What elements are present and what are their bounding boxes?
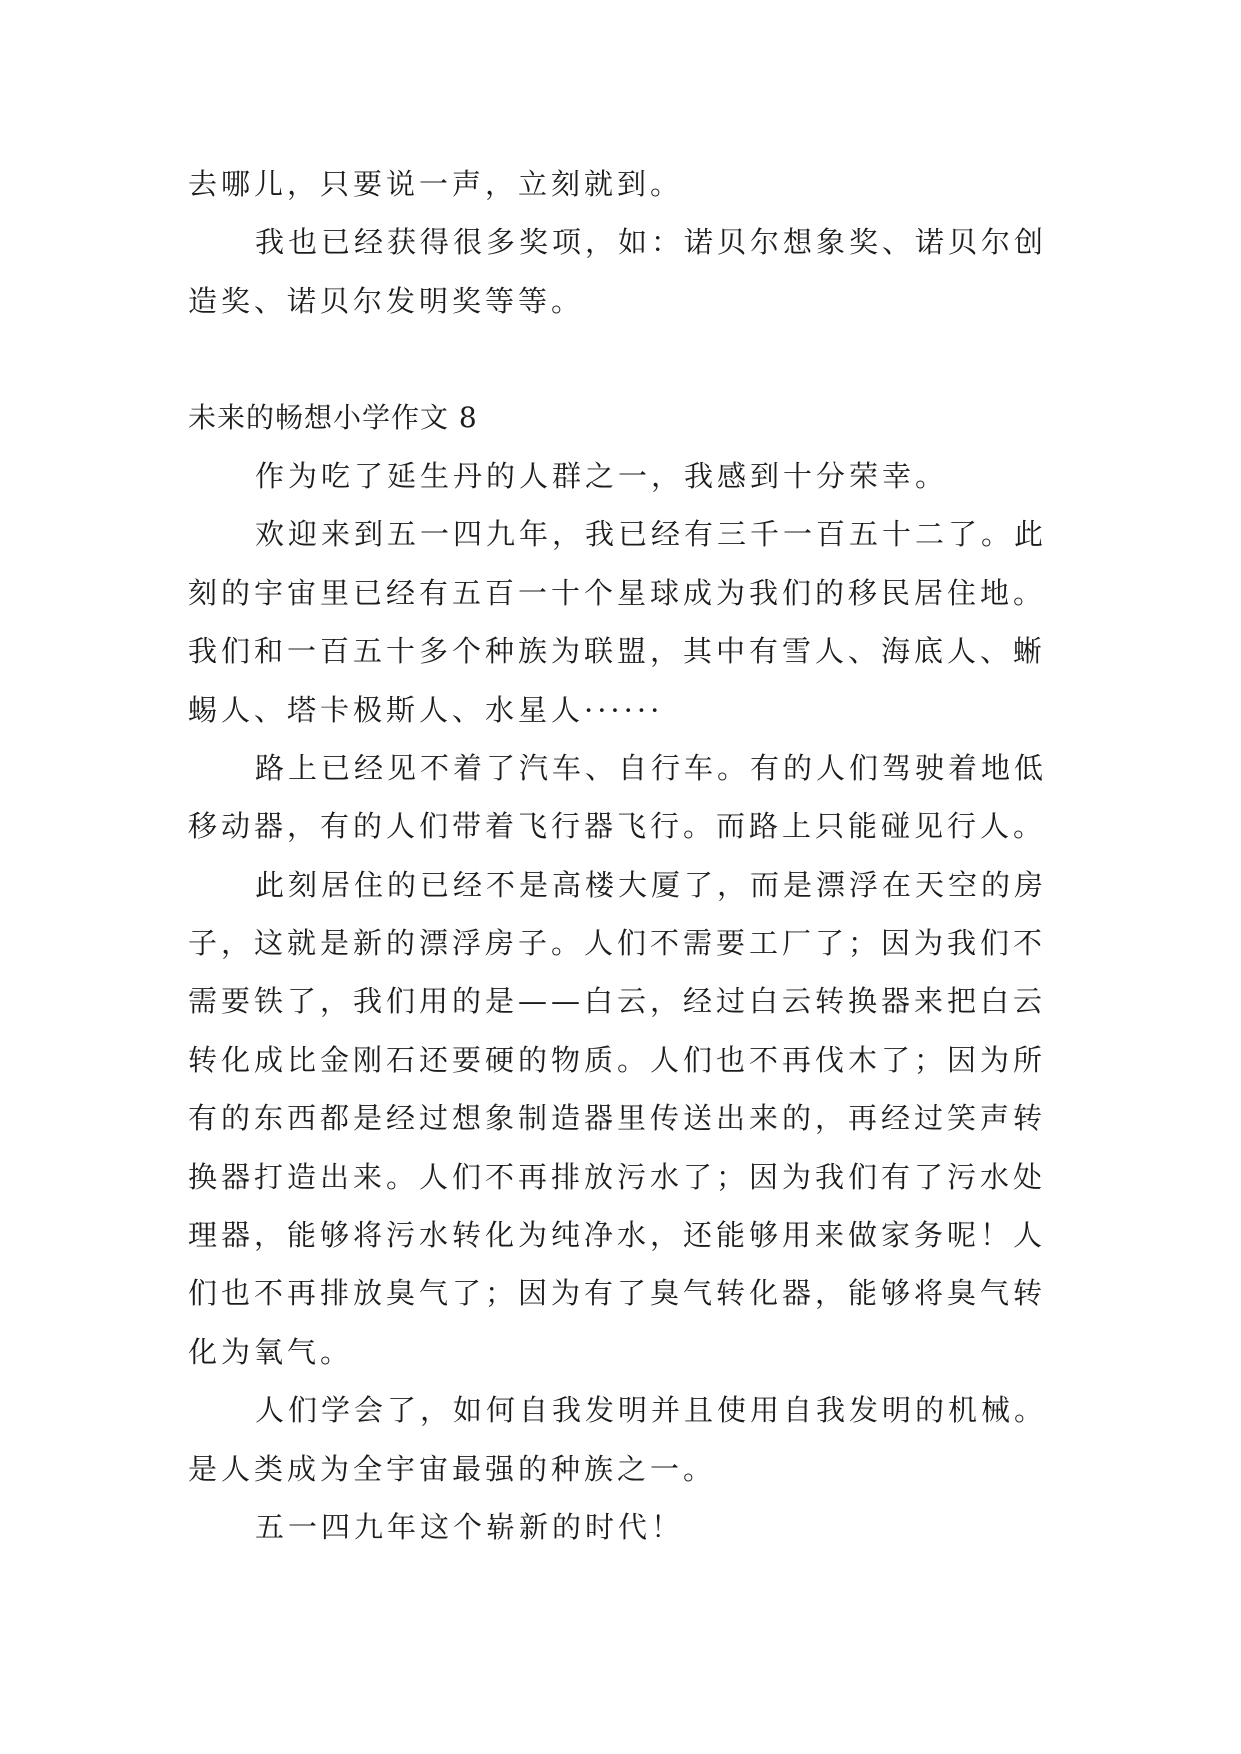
paragraph — [188, 1381, 1148, 1498]
text-line: 转化成比金刚石还要硬的物质。人们也不再伐木了；因为所 — [188, 1042, 1047, 1077]
paragraph — [188, 155, 1148, 213]
text-line: 蜴人、塔卡极斯人、水星人······ — [188, 692, 664, 727]
text-line: 化为氧气。 — [188, 1334, 354, 1369]
text-line: 移动器，有的人们带着飞行器飞行。而路上只能碰见行人。 — [188, 809, 1047, 844]
text-line: 们也不再排放臭气了；因为有了臭气转化器，能够将臭气转 — [188, 1276, 1047, 1311]
paragraph — [188, 856, 1148, 1382]
text-line: 换器打造出来。人们不再排放污水了；因为我们有了污水处 — [188, 1159, 1047, 1194]
text-line: 此刻居住的已经不是高楼大厦了，而是漂浮在天空的房 — [255, 867, 1048, 902]
paragraph — [188, 505, 1148, 739]
text-line: 五一四九年这个崭新的时代！ — [255, 1509, 685, 1544]
text-line: 有的东西都是经过想象制造器里传送出来的，再经过笑声转 — [188, 1101, 1047, 1136]
paragraph — [188, 1498, 1148, 1556]
text-line: 我也已经获得很多奖项，如：诺贝尔想象奖、诺贝尔创 — [255, 225, 1048, 260]
text-line: 刻的宇宙里已经有五百一十个星球成为我们的移民居住地。 — [188, 575, 1047, 610]
text-line: 我们和一百五十多个种族为联盟，其中有雪人、海底人、蜥 — [188, 634, 1047, 669]
text-line: 欢迎来到五一四九年，我已经有三千一百五十二了。此 — [255, 517, 1048, 552]
text-line: 作为吃了延生丹的人群之一，我感到十分荣幸。 — [255, 458, 949, 493]
text-line: 路上已经见不着了汽车、自行车。有的人们驾驶着地低 — [255, 750, 1048, 785]
text-line: 人们学会了，如何自我发明并且使用自我发明的机械。 — [255, 1393, 1048, 1428]
paragraph — [188, 739, 1148, 856]
text-line: 去哪儿，只要说一声，立刻就到。 — [188, 167, 684, 201]
text-line: 子，这就是新的漂浮房子。人们不需要工厂了；因为我们不 — [188, 926, 1047, 961]
blank-line — [188, 330, 1148, 388]
paragraph — [188, 447, 1148, 505]
text-line: 理器，能够将污水转化为纯净水，还能够用来做家务呢！人 — [188, 1218, 1047, 1253]
text-line: 造奖、诺贝尔发明奖等等。 — [188, 283, 585, 318]
document-body — [188, 155, 1148, 1556]
text-line: 是人类成为全宇宙最强的种族之一。 — [188, 1451, 717, 1486]
text-line: 需要铁了，我们用的是——白云，经过白云转换器来把白云 — [188, 984, 1047, 1019]
paragraph — [188, 213, 1148, 330]
section-heading: 未来的畅想小学作文 8 — [188, 400, 478, 434]
